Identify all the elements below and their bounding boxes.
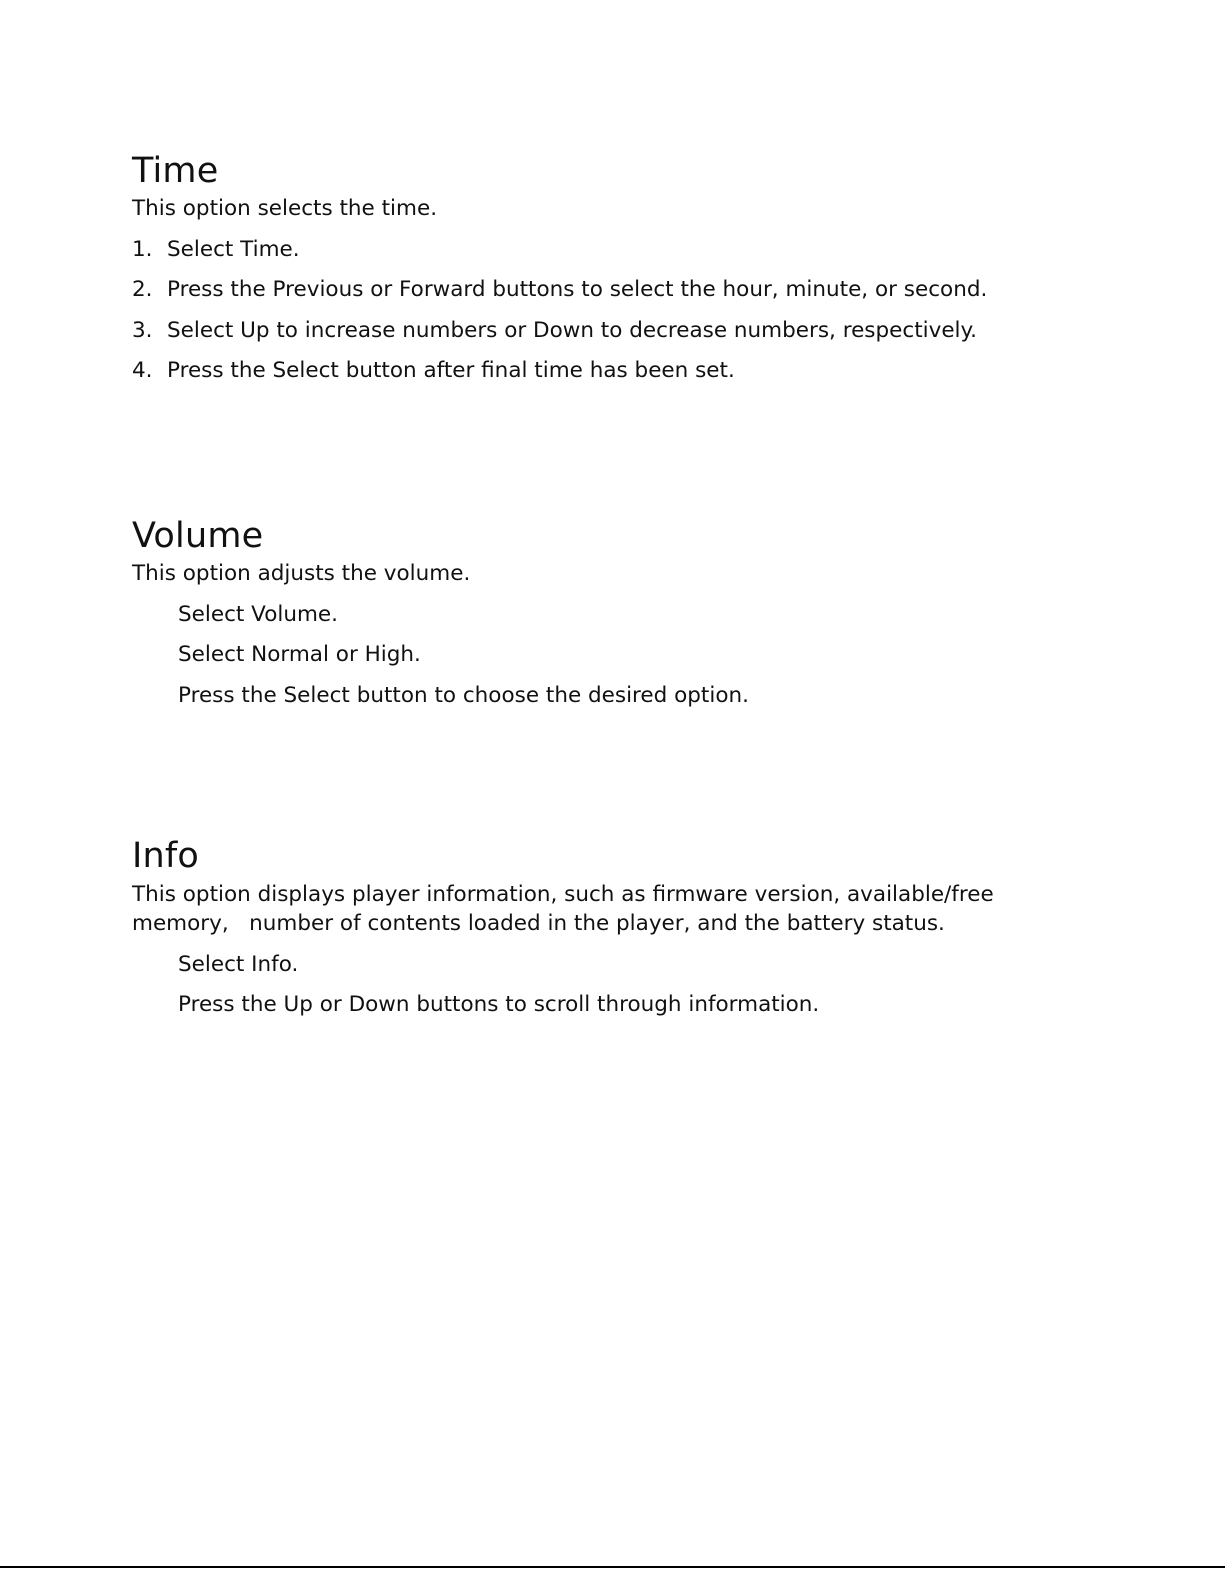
step-number: 2. (132, 277, 153, 302)
step-text: Press the Previous or Forward buttons to select the hour, minute, or second. (167, 277, 988, 302)
section-heading-volume: Volume (132, 516, 264, 556)
page-bottom-border (0, 1566, 1225, 1568)
step-text: Select Volume. (178, 601, 338, 627)
section-intro-time: This option selects the time. (132, 196, 438, 221)
list-item (132, 275, 1092, 304)
time-section (132, 150, 1092, 385)
section-intro-info-line1: This option displays player information, such as firmware version, available/free (132, 882, 994, 907)
step-text: Select Info. (178, 951, 299, 977)
list-item (132, 681, 1092, 710)
step-number: 4. (132, 358, 153, 383)
list-item (132, 600, 1092, 629)
step-text: Press the Select button to choose the desired option. (178, 682, 749, 708)
list-item (132, 640, 1092, 669)
step-number: 1. (132, 236, 153, 262)
info-section (132, 835, 1092, 1019)
step-text: Press the Select button after final time has been set. (167, 358, 735, 383)
step-text: Press the Up or Down buttons to scroll through information. (178, 992, 820, 1017)
step-number: 3. (132, 317, 153, 343)
section-heading-time: Time (132, 151, 219, 191)
step-text: Select Time. (167, 236, 300, 262)
list-item (132, 950, 1092, 979)
list-item (132, 990, 1092, 1019)
step-text: Select Up to increase numbers or Down to decrease numbers, respectively. (167, 317, 978, 343)
list-item (132, 356, 1092, 385)
time-steps-list (132, 235, 1092, 386)
section-heading-info: Info (132, 836, 200, 876)
section-intro-volume: This option adjusts the volume. (132, 561, 471, 586)
list-item (132, 316, 1092, 345)
info-steps-list (132, 950, 1092, 1020)
step-text: Select Normal or High. (178, 642, 421, 667)
list-item (132, 235, 1092, 264)
volume-steps-list (132, 600, 1092, 710)
volume-section (132, 515, 1092, 710)
section-intro-info-line2: memory, number of contents loaded in the player, and the battery status. (132, 911, 945, 936)
